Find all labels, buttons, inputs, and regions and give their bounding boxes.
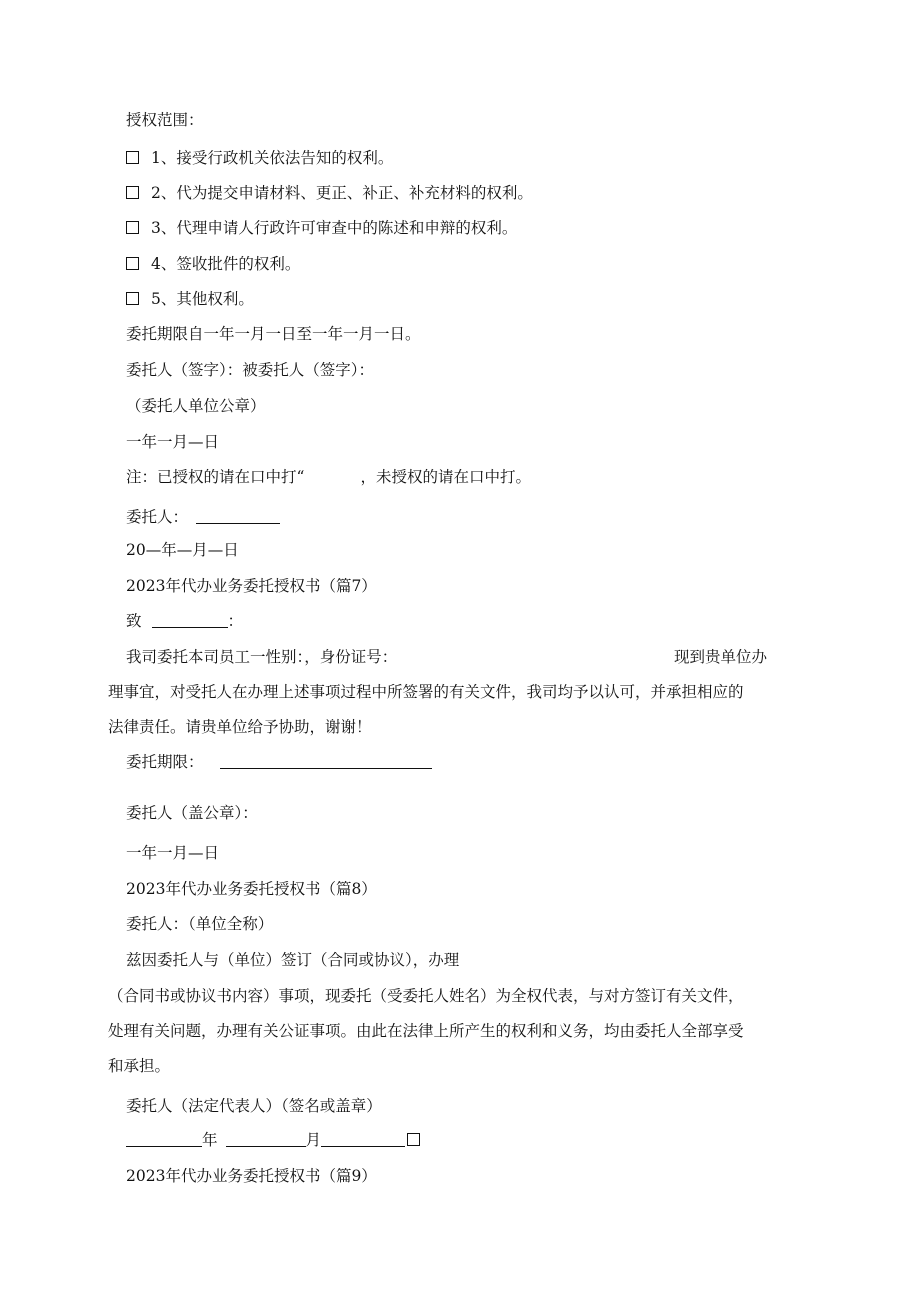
month-blank[interactable] bbox=[226, 1132, 306, 1147]
checkbox[interactable] bbox=[126, 292, 139, 305]
note-line: 注：已授权的请在口中打“ ，未授权的请在口中打。 bbox=[126, 468, 531, 486]
heading-8: 2023年代办业务委托授权书（篇8） bbox=[126, 880, 377, 898]
date-line: 20—年—月—日 bbox=[126, 541, 239, 559]
heading-7: 2023年代办业务委托授权书（篇7） bbox=[126, 577, 377, 595]
legal-rep-line: 委托人（法定代表人）（签名或盖章） bbox=[126, 1097, 382, 1115]
date-fill-line: 年 月 bbox=[126, 1130, 420, 1150]
paragraph-7-line-3: 法律责任。请贵单位给予协助，谢谢！ bbox=[108, 718, 372, 736]
signatures-line: 委托人（签字）：被委托人（签字）： bbox=[126, 361, 375, 379]
principal-blank[interactable] bbox=[196, 509, 280, 524]
to-line: 致 ： bbox=[126, 612, 244, 630]
principal-seal-line: 委托人（盖公章）： bbox=[126, 804, 258, 822]
paragraph-8-line-4: 和承担。 bbox=[108, 1057, 171, 1075]
checkbox[interactable] bbox=[126, 257, 139, 270]
scope-item-3: 3、代理申请人行政许可审查中的陈述和申辩的权利。 bbox=[126, 218, 517, 238]
term-period-line: 委托期限： bbox=[126, 752, 432, 772]
term-line: 委托期限自一年一月一日至一年一月一日。 bbox=[126, 325, 421, 343]
seal-line: （委托人单位公章） bbox=[126, 397, 266, 415]
paragraph-7-line-2: 理事宜，对受托人在办理上述事项过程中所签署的有关文件，我司均予以认可，并承担相应的 bbox=[108, 683, 744, 701]
scope-title: 授权范围： bbox=[126, 111, 204, 129]
scope-item-4: 4、签收批件的权利。 bbox=[126, 254, 300, 274]
day-blank[interactable] bbox=[321, 1132, 405, 1147]
principal-unit-line: 委托人：（单位全称） bbox=[126, 915, 274, 933]
scope-item-1: 1、接受行政机关依法告知的权利。 bbox=[126, 148, 393, 168]
checkbox[interactable] bbox=[126, 221, 139, 234]
checkbox[interactable] bbox=[407, 1133, 420, 1146]
year-blank[interactable] bbox=[126, 1132, 202, 1147]
date-line: 一年一月—日 bbox=[126, 844, 220, 862]
scope-item-5: 5、其他权利。 bbox=[126, 289, 254, 309]
term-blank[interactable] bbox=[220, 754, 432, 769]
checkbox[interactable] bbox=[126, 186, 139, 199]
to-blank[interactable] bbox=[152, 613, 228, 628]
date-line: 一年一月—日 bbox=[126, 433, 220, 451]
paragraph-7-line-1-end: 现到贵单位办 bbox=[674, 648, 768, 666]
scope-item-2: 2、代为提交申请材料、更正、补正、补充材料的权利。 bbox=[126, 183, 533, 203]
principal-line: 委托人： bbox=[126, 507, 280, 527]
paragraph-8-line-1: 兹因委托人与（单位）签订（合同或协议），办理 bbox=[126, 951, 460, 969]
paragraph-8-line-3: 处理有关问题，办理有关公证事项。由此在法律上所产生的权利和义务，均由委托人全部享受 bbox=[108, 1022, 744, 1040]
checkbox[interactable] bbox=[126, 151, 139, 164]
paragraph-7-line-1: 我司委托本司员工一性别：，身份证号： bbox=[126, 648, 398, 666]
heading-9: 2023年代办业务委托授权书（篇9） bbox=[126, 1167, 377, 1185]
paragraph-8-line-2: （合同书或协议书内容）事项，现委托（受委托人姓名）为全权代表，与对方签订有关文件， bbox=[108, 987, 744, 1005]
